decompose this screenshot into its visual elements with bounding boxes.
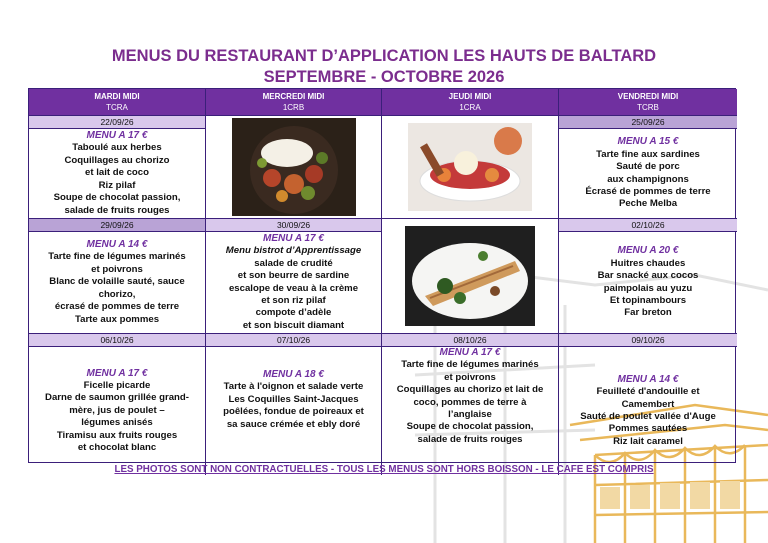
menu-line: Feuilleté d'andouille et bbox=[596, 386, 700, 398]
menu-line: et chocolat blanc bbox=[77, 442, 157, 454]
menu-title: MENU A 18 € bbox=[263, 369, 324, 380]
header-thursday bbox=[382, 89, 559, 116]
date-cell: 22/09/26 bbox=[29, 116, 206, 129]
menu-table bbox=[28, 88, 736, 463]
header-friday bbox=[559, 89, 737, 116]
menu-line: salade de fruits rouges bbox=[417, 433, 523, 445]
menu-line: paimpolais au yuzu bbox=[603, 282, 693, 294]
menu-title: MENU A 17 € bbox=[439, 347, 501, 358]
menu-line: Bar snacké aux cocos bbox=[597, 270, 699, 282]
menu-title: MENU A 14 € bbox=[86, 239, 148, 251]
menu-line: Tarte à l'oignon et salade verte bbox=[223, 381, 364, 393]
menu-title: MENU A 17 € bbox=[86, 130, 148, 142]
menu-cell bbox=[29, 232, 206, 334]
menu-line: Blanc de volaille sauté, sauce bbox=[49, 276, 185, 288]
menu-title: MENU A 15 € bbox=[617, 136, 679, 148]
photo-cell bbox=[382, 219, 559, 334]
menu-line: Sauté de poulet vallée d'Auge bbox=[580, 411, 716, 422]
page-subtitle: SEPTEMBRE - OCTOBRE 2026 bbox=[263, 68, 505, 86]
menu-title: MENU A 17 € bbox=[86, 367, 148, 379]
page-title: MENUS DU RESTAURANT D’APPLICATION LES HAUTS DE BALTARD bbox=[111, 47, 657, 65]
header-tuesday bbox=[29, 89, 206, 116]
menu-line: Tiramisu aux fruits rouges bbox=[56, 429, 178, 441]
date-cell: 30/09/26 bbox=[206, 219, 382, 232]
menu-line: Camembert bbox=[621, 398, 675, 410]
menu-cell bbox=[206, 347, 382, 475]
menu-line: salade de crudité bbox=[254, 257, 333, 269]
header-class: TCRA bbox=[106, 103, 128, 112]
menu-line: Tarte aux pommes bbox=[74, 313, 160, 325]
menu-title: MENU A 14 € bbox=[617, 373, 679, 385]
menu-line: Taboulé aux herbes bbox=[72, 142, 162, 154]
menu-line: Écrasé de pommes de terre bbox=[585, 185, 711, 197]
menu-line: et poivrons bbox=[444, 371, 496, 383]
menu-line: compote d’adèle bbox=[255, 307, 332, 319]
menu-line: l’anglaise bbox=[448, 409, 492, 421]
menu-line: chorizo, bbox=[98, 288, 136, 300]
menu-line: coco, pommes de terre à bbox=[413, 396, 527, 408]
date-cell: 08/10/26 bbox=[382, 334, 559, 347]
menu-line: Pommes sautées bbox=[608, 423, 688, 435]
menu-line: Darne de saumon grillée grand- bbox=[45, 392, 189, 404]
menu-line: écrasé de pommes de terre bbox=[54, 301, 180, 313]
date-cell: 29/09/26 bbox=[29, 219, 206, 232]
menu-line: escalope de veau à la crème bbox=[228, 282, 359, 294]
menu-cell bbox=[382, 347, 559, 475]
header-class: 1CRB bbox=[282, 103, 305, 112]
date-cell: 06/10/26 bbox=[29, 334, 206, 347]
menu-line: Sauté de porc bbox=[616, 161, 680, 173]
menu-line: poêlées, fondue de poireaux et bbox=[223, 406, 364, 418]
menu-line: Coquillages au chorizo bbox=[64, 154, 170, 166]
menu-line: Tarte fine de légumes marinés bbox=[48, 251, 186, 263]
menu-line: Peche Melba bbox=[618, 198, 678, 210]
menu-cell bbox=[206, 232, 382, 334]
food-photo-fish bbox=[405, 226, 535, 326]
header-class: TCRB bbox=[637, 103, 659, 112]
menu-line: Huitres chaudes bbox=[610, 257, 686, 269]
header-day: MERCREDI MIDI bbox=[262, 92, 325, 101]
menu-cell bbox=[559, 347, 737, 475]
menu-line: Far breton bbox=[624, 307, 672, 319]
menu-line: Riz lait caramel bbox=[613, 435, 683, 447]
food-photo-dessert bbox=[408, 123, 532, 211]
footer-notice: LES PHOTOS SONT NON CONTRACTUELLES - TOUS LES MENUS SONT HORS BOISSON - LE CAFE EST COMPRIS bbox=[114, 464, 654, 475]
date-cell: 09/10/26 bbox=[559, 334, 737, 347]
menu-line: Tarte fine de légumes marinés bbox=[401, 359, 539, 371]
header-day: MARDI MIDI bbox=[94, 92, 140, 101]
menu-line: Les Coquilles Saint-Jacques bbox=[228, 393, 359, 405]
menu-line: sa sauce crémée et ebly doré bbox=[226, 418, 361, 430]
header-day: JEUDI MIDI bbox=[448, 92, 492, 101]
menu-line: Et topinambours bbox=[609, 294, 687, 306]
menu-line: et lait de coco bbox=[85, 167, 149, 179]
date-cell: 07/10/26 bbox=[206, 334, 382, 347]
menu-cell bbox=[29, 347, 206, 475]
menu-line: et son beurre de sardine bbox=[237, 270, 350, 282]
menu-cell bbox=[559, 129, 737, 219]
header-class: 1CRA bbox=[459, 103, 481, 112]
menu-line: Ficelle picarde bbox=[83, 379, 151, 391]
photo-cell bbox=[206, 116, 382, 219]
food-photo-chicken-rice bbox=[232, 118, 356, 216]
header-day: VENDREDI MIDI bbox=[617, 92, 679, 101]
menu-line: légumes anisés bbox=[81, 417, 153, 429]
photo-cell bbox=[382, 116, 559, 219]
menu-subtitle: Menu bistrot d’Apprentissage bbox=[225, 245, 362, 257]
menu-line: Soupe de chocolat passion, bbox=[53, 192, 181, 204]
menu-line: et son biscuit diamant bbox=[242, 319, 345, 331]
menu-line: Coquillages au chorizo et lait de bbox=[396, 384, 544, 396]
menu-line: Riz pilaf bbox=[98, 179, 136, 191]
date-cell: 02/10/26 bbox=[559, 219, 737, 232]
menu-line: salade de fruits rouges bbox=[64, 204, 170, 216]
menu-line: Soupe de chocolat passion, bbox=[406, 421, 534, 433]
header-wednesday bbox=[206, 89, 382, 116]
menu-line: et son riz pilaf bbox=[261, 294, 326, 306]
menu-cell bbox=[559, 232, 737, 334]
menu-line: aux champignons bbox=[607, 173, 689, 185]
menu-cell bbox=[29, 129, 206, 219]
menu-line: et poivrons bbox=[91, 263, 143, 275]
menu-line: mère, jus de poulet – bbox=[69, 404, 165, 416]
date-cell: 25/09/26 bbox=[559, 116, 737, 129]
menu-line: Tarte fine aux sardines bbox=[596, 148, 700, 160]
menu-title: MENU A 17 € bbox=[263, 232, 324, 244]
menu-title: MENU A 20 € bbox=[617, 245, 679, 257]
